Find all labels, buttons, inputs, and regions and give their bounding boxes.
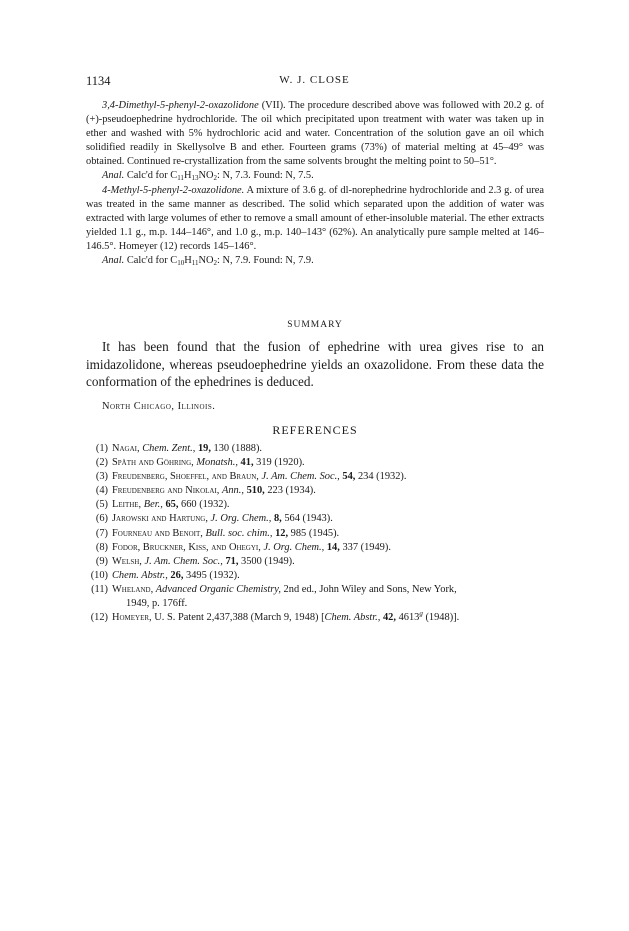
reference-item: (4) Freudenberg and Nikolai, Ann., 510, 223 (1934). [95,485,316,497]
running-head: W. J. CLOSE [279,74,350,86]
references-heading: REFERENCES [272,423,358,437]
compound-title: 3,4-Dimethyl-5-phenyl-2-oxazolidone [102,100,259,111]
reference-item: (6) Jarowski and Hartung, J. Org. Chem., 8, 564 (1943). [95,513,333,525]
reference-item: (7) Fourneau and Benoit, Bull. soc. chim., 12, 985 (1945). [95,527,340,539]
summary-heading: SUMMARY [287,320,343,330]
summary-text: It has been found that the fusion of ephedrine with urea gives rise to an imidazolidone, whereas pseudoephedrine yields an oxazolidone. From these data the conformation of the ephedrines is deduced. [86,339,544,390]
paragraph-methyl-phenyl-oxazolidone [86,184,544,254]
reference-item: (1) Nagai, Chem. Zent., 19, 130 (1888). [95,443,263,454]
analysis-line: Anal. Calc'd for $C_{11}H_{13}NO_2$: N, 7.3. Found: N, 7.5. [102,170,314,183]
reference-item: (10) Chem. Abstr., 26, 3495 (1932). [90,569,240,581]
page-header [86,74,543,90]
reference-item: (9) Welsh, J. Am. Chem. Soc., 71, 3500 (1949). [95,555,295,567]
paragraph-body: A mixture of 3.6 g. of dl-norephedrine hydrochloride and 2.3 g. of urea was treated in the same manner as described. The solid which separated upon the addition of water was extracted with large volumes of ether to remove a small amount of ether-insoluble material. The ether extracts yielded 1.1 g., m.p. 144–146°, and 1.0 g., m.p. 140–143° (62%). An analytically pure sample melted at 146–146.5°. Homeyer (12) records 145–146°. [86,184,544,252]
paragraph-compound-vii [86,99,544,169]
page-number: 1134 [86,74,111,88]
experimental-section-1 [86,99,544,268]
analysis-line: Anal. Calc'd for $C_{10}H_{11}NO_2$: N, 7.9. Found: N, 7.9. [102,255,314,268]
reference-item: (5) Leithe, Ber., 65, 660 (1932). [95,499,230,511]
reference-item: (12) Homeyer, U. S. Patent 2,437,388 (March 9, 1948) [Chem. Abstr., 42, 4613$^g$ (1948)]. [90,609,460,624]
reference-list [86,442,544,625]
reference-item: (3) Freudenberg, Shoeffel, and Braun, J. Am. Chem. Soc., 54, 234 (1932). [95,471,407,483]
compound-title: 4-Methyl-5-phenyl-2-oxazolidone. [102,184,245,196]
reference-item: (8) Fodor, Bruckner, Kiss, and Ohegyi, J. Org. Chem., 14, 337 (1949). [95,541,391,553]
affiliation: North Chicago, Illinois. [102,401,216,412]
reference-item: (2) Späth and Göhring, Monatsh., 41, 319 (1920). [95,457,305,469]
reference-item: (11) Wheland, Advanced Organic Chemistry, 2nd ed., John Wiley and Sons, New York, 1949, p. 176ff. [91,583,457,610]
paragraph-body: (VII). The procedure described above was followed with 20.2 g. of (+)-pseudoephedrine hydrochloride. The oil which precipitated upon treatment with water was taken up in ether and washed with 5% hydrochloric acid and water. Concentration of the solution gave an oil which solidified readily in Skellysolve B and ether. Fourteen grams (73%) of material melting at 45–49° was obtained. Continued re-crystallization from the same solvents brought the melting point to 50–51°. [86,100,544,168]
